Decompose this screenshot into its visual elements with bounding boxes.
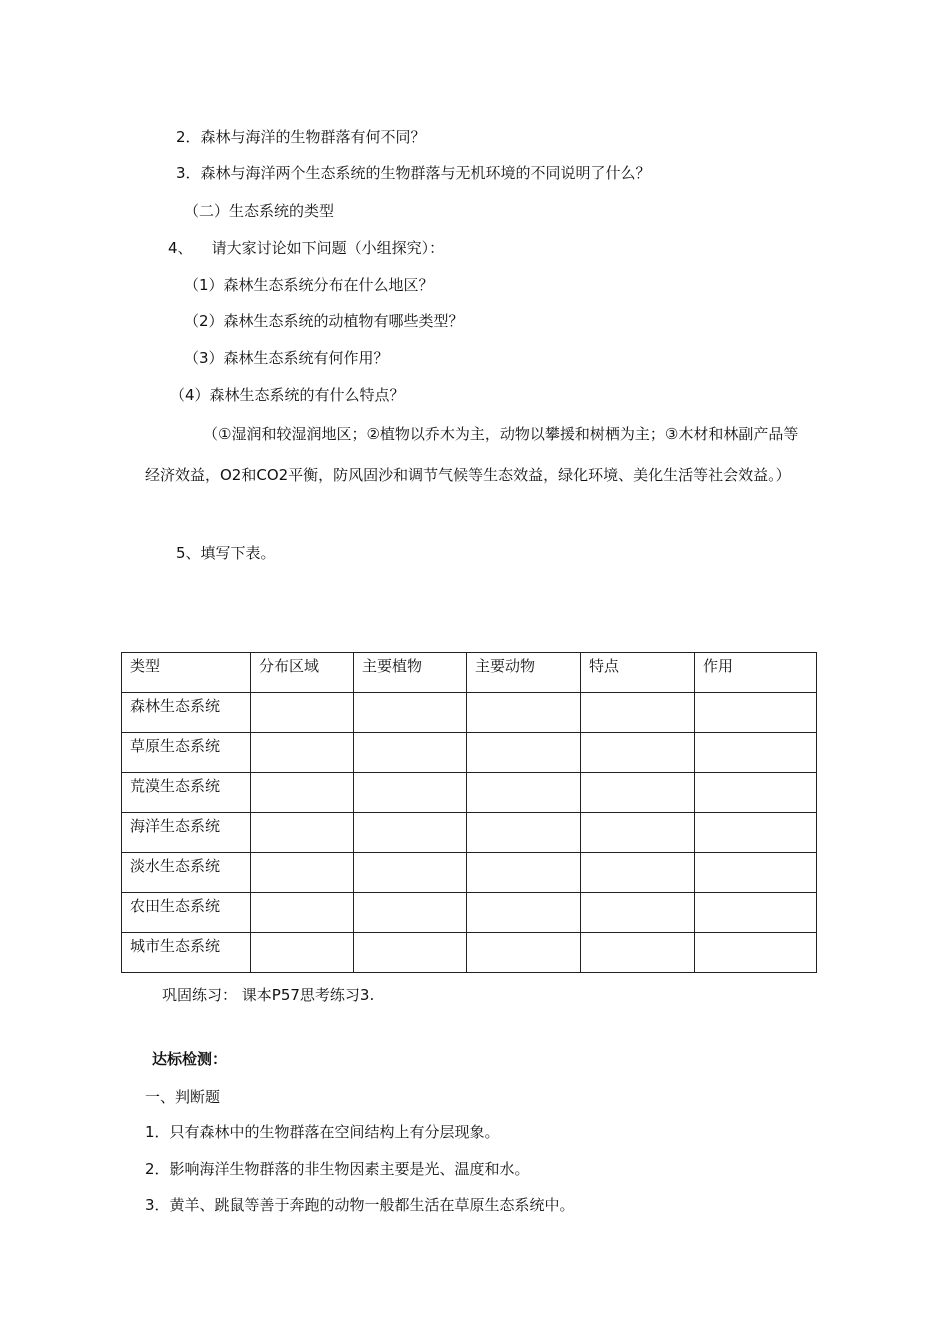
table-cell <box>467 893 581 933</box>
table-cell <box>695 853 817 893</box>
test-subtitle: 一、判断题 <box>145 1088 221 1106</box>
table-row <box>122 813 817 853</box>
table-cell <box>581 813 695 853</box>
table-cell <box>251 853 354 893</box>
question-5: 5、填写下表。 <box>176 544 276 562</box>
table-cell <box>695 693 817 733</box>
question-4: 4、 请大家讨论如下问题（小组探究）： <box>168 239 445 257</box>
section-title: （二）生态系统的类型 <box>184 202 335 220</box>
table-cell <box>354 813 467 853</box>
table-row-label: 草原生态系统 <box>122 733 251 773</box>
question-4-3: （3）森林生态系统有何作用？ <box>184 349 389 367</box>
practice-line: 巩固练习： 课本P57思考练习3. <box>162 986 375 1004</box>
table-row <box>122 773 817 813</box>
table-cell <box>695 933 817 973</box>
table-cell <box>354 693 467 733</box>
table-cell <box>467 693 581 733</box>
table-cell <box>251 693 354 733</box>
table-cell <box>251 893 354 933</box>
question-3: 3．森林与海洋两个生态系统的生物群落与无机环境的不同说明了什么？ <box>176 164 651 182</box>
table-row <box>122 853 817 893</box>
table-cell <box>581 893 695 933</box>
table-row <box>122 933 817 973</box>
question-4-4: （4）森林生态系统的有什么特点？ <box>170 386 405 404</box>
table-cell <box>581 773 695 813</box>
question-2: 2．森林与海洋的生物群落有何不同？ <box>176 128 426 146</box>
table-row-label: 城市生态系统 <box>122 933 251 973</box>
table-cell <box>581 693 695 733</box>
table-cell <box>581 733 695 773</box>
table-cell <box>251 773 354 813</box>
table-row-label: 荒漠生态系统 <box>122 773 251 813</box>
question-4-2: （2）森林生态系统的动植物有哪些类型？ <box>184 312 464 330</box>
table-row-label: 森林生态系统 <box>122 693 251 733</box>
table-cell <box>354 853 467 893</box>
table-cell <box>467 813 581 853</box>
table-row <box>122 693 817 733</box>
answer-paragraph: （①湿润和较湿润地区；②植物以乔木为主，动物以攀援和树栖为主；③木材和林副产品等经济效益，O2和CO2平衡，防风固沙和调节气候等生态效益，绿化环境、美化生活等社会效益。） <box>145 425 799 484</box>
test-item: 2．影响海洋生物群落的非生物因素主要是光、温度和水。 <box>145 1160 530 1178</box>
table-header-cell: 主要植物 <box>354 653 467 693</box>
table-header-cell: 分布区域 <box>251 653 354 693</box>
table-header-cell: 类型 <box>122 653 251 693</box>
ecosystem-table <box>121 652 817 973</box>
table-cell <box>695 773 817 813</box>
table-row-label: 农田生态系统 <box>122 893 251 933</box>
table-cell <box>695 893 817 933</box>
table-cell <box>467 933 581 973</box>
table-cell <box>581 933 695 973</box>
table-row <box>122 733 817 773</box>
test-title: 达标检测： <box>152 1050 228 1068</box>
table-row-label: 淡水生态系统 <box>122 853 251 893</box>
table-cell <box>581 853 695 893</box>
test-item: 1．只有森林中的生物群落在空间结构上有分层现象。 <box>145 1123 500 1141</box>
table-cell <box>695 813 817 853</box>
table-cell <box>354 893 467 933</box>
table-header-cell: 主要动物 <box>467 653 581 693</box>
table-header-cell: 特点 <box>581 653 695 693</box>
table-cell <box>354 933 467 973</box>
table-cell <box>467 773 581 813</box>
table-cell <box>251 933 354 973</box>
question-4-1: （1）森林生态系统分布在什么地区？ <box>184 276 434 294</box>
table-cell <box>251 813 354 853</box>
table-header-cell: 作用 <box>695 653 817 693</box>
table-cell <box>354 733 467 773</box>
table-cell <box>467 733 581 773</box>
test-item: 3．黄羊、跳鼠等善于奔跑的动物一般都生活在草原生态系统中。 <box>145 1196 575 1214</box>
table-cell <box>251 733 354 773</box>
table-cell <box>467 853 581 893</box>
table-row <box>122 893 817 933</box>
table-header-row <box>122 653 817 693</box>
table-row-label: 海洋生态系统 <box>122 813 251 853</box>
table-cell <box>695 733 817 773</box>
table-cell <box>354 773 467 813</box>
